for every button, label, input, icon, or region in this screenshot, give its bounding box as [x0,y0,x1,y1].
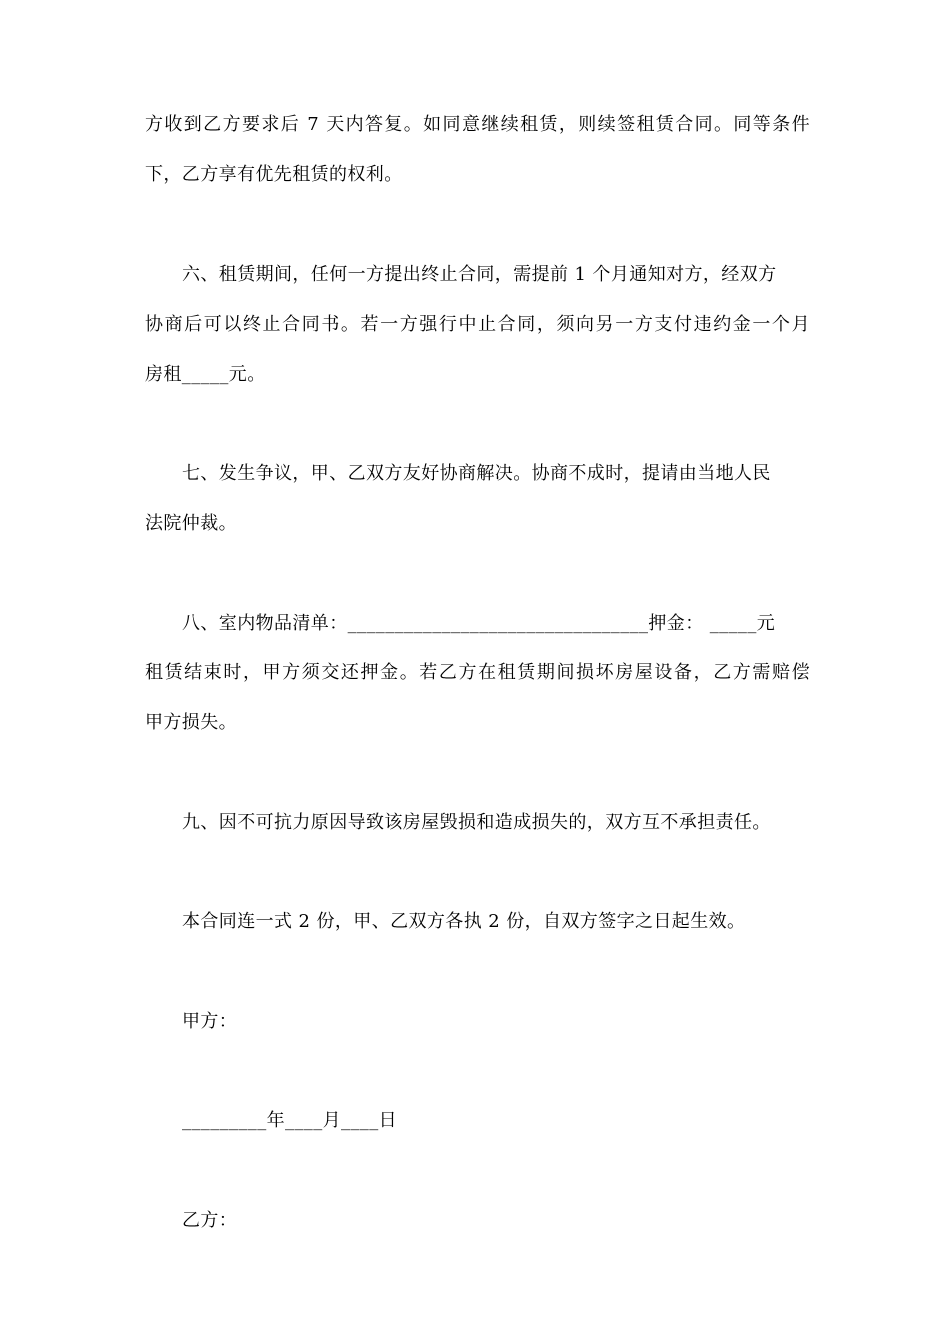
clause-6-line-3: 房租_____元。 [145,364,266,385]
clause-8-line-1: 八、室内物品清单：________________________________押金： _____元 [182,613,776,634]
paragraph-5-line-2: 下，乙方享有优先租赁的权利。 [145,164,403,185]
paragraph-5-line-1: 方收到乙方要求后 7 天内答复。如同意继续租赁，则续签租赁合同。同等条件 [145,114,810,135]
party-a-label: 甲方： [182,1011,238,1032]
clause-8-line-3: 甲方损失。 [145,712,237,733]
clause-7-line-1: 七、发生争议，甲、乙双方友好协商解决。协商不成时，提请由当地人民 [182,463,771,484]
clause-6-line-2: 协商后可以终止合同书。若一方强行中止合同，须向另一方支付违约金一个月 [145,314,810,335]
clause-6-line-1: 六、租赁期间，任何一方提出终止合同，需提前 1 个月通知对方，经双方 [182,264,777,285]
clause-7-line-2: 法院仲裁。 [145,513,237,534]
signature-date-line: _________年____月____日 [182,1110,397,1131]
clause-9-line-1: 九、因不可抗力原因导致该房屋毁损和造成损失的，双方互不承担责任。 [182,812,771,833]
clause-8-line-2: 租赁结束时，甲方须交还押金。若乙方在租赁期间损坏房屋设备，乙方需赔偿 [145,662,810,683]
copies-clause-line: 本合同连一式 2 份，甲、乙双方各执 2 份，自双方签字之日起生效。 [182,911,746,932]
party-b-label: 乙方： [182,1210,238,1231]
